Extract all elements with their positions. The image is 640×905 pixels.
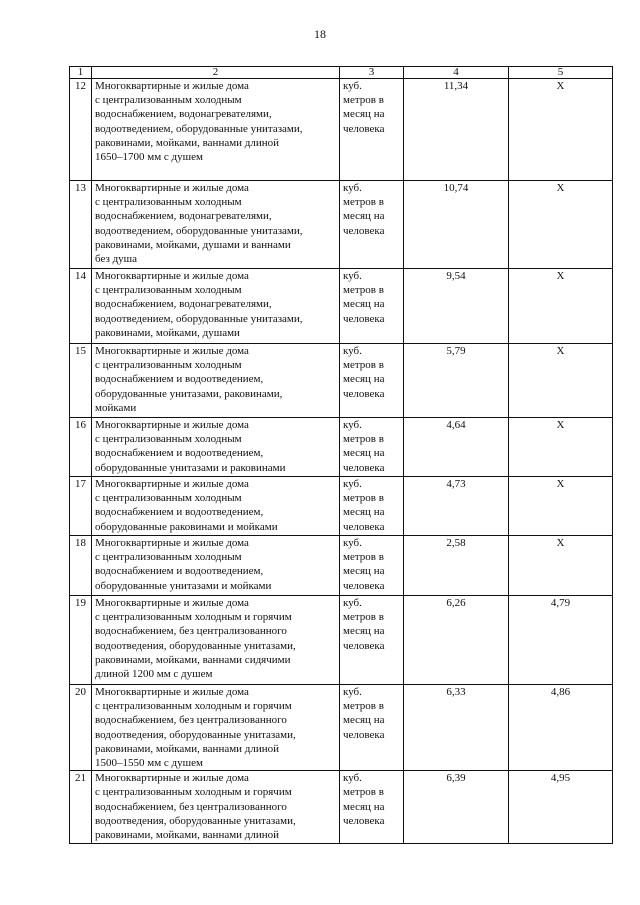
row-unit: куб. метров в месяц на человека xyxy=(340,536,404,596)
row-number: 19 xyxy=(70,596,92,685)
row-description: Многоквартирные и жилые дома с централизованным холодным водоснабжением и водоотведением, оборудованные унитазами и раковинами xyxy=(92,418,340,477)
column-header: 4 xyxy=(404,67,509,79)
table-row xyxy=(70,771,613,844)
row-value-col4: 9,54 xyxy=(404,269,509,344)
page-number: 18 xyxy=(314,27,326,41)
table-row xyxy=(70,269,613,344)
row-value-col5: X xyxy=(509,79,613,181)
row-value-col5: X xyxy=(509,344,613,418)
row-value-col4: 10,74 xyxy=(404,181,509,269)
table-row xyxy=(70,685,613,771)
row-unit: куб. метров в месяц на человека xyxy=(340,596,404,685)
column-header: 5 xyxy=(509,67,613,79)
row-value-col5: X xyxy=(509,181,613,269)
row-number: 21 xyxy=(70,771,92,844)
row-unit: куб. метров в месяц на человека xyxy=(340,269,404,344)
row-value-col4: 6,39 xyxy=(404,771,509,844)
row-value-col5: 4,86 xyxy=(509,685,613,771)
table-row xyxy=(70,477,613,536)
column-header: 1 xyxy=(70,67,92,79)
table-row xyxy=(70,536,613,596)
row-unit: куб. метров в месяц на человека xyxy=(340,418,404,477)
row-value-col5: X xyxy=(509,536,613,596)
row-value-col5: 4,95 xyxy=(509,771,613,844)
row-value-col4: 6,33 xyxy=(404,685,509,771)
row-number: 13 xyxy=(70,181,92,269)
table-row xyxy=(70,181,613,269)
column-header: 3 xyxy=(340,67,404,79)
row-number: 15 xyxy=(70,344,92,418)
row-description: Многоквартирные и жилые дома с централизованным холодным водоснабжением и водоотведением, оборудованные унитазами, раковинами, мойками xyxy=(92,344,340,418)
row-unit: куб. метров в месяц на человека xyxy=(340,344,404,418)
row-unit: куб. метров в месяц на человека xyxy=(340,181,404,269)
row-value-col4: 5,79 xyxy=(404,344,509,418)
row-number: 16 xyxy=(70,418,92,477)
row-description: Многоквартирные и жилые дома с централизованным холодным и горячим водоснабжением, без централизованного водоотведения, оборудованные унитазами, раковинами, мойками, ваннами длиной 1500–1550 мм с душем xyxy=(92,685,340,771)
table-row xyxy=(70,596,613,685)
row-unit: куб. метров в месяц на человека xyxy=(340,79,404,181)
row-unit: куб. метров в месяц на человека xyxy=(340,685,404,771)
row-description: Многоквартирные и жилые дома с централизованным холодным и горячим водоснабжением, без централизованного водоотведения, оборудованные унитазами, раковинами, мойками, ваннами длиной xyxy=(92,771,340,844)
row-value-col5: X xyxy=(509,477,613,536)
row-description: Многоквартирные и жилые дома с централизованным холодным водоснабжением, водонагревателями, водоотведением, оборудованные унитазами, раковинами, мойками, душами xyxy=(92,269,340,344)
column-header: 2 xyxy=(92,67,340,79)
row-value-col4: 4,73 xyxy=(404,477,509,536)
row-value-col4: 6,26 xyxy=(404,596,509,685)
row-value-col5: X xyxy=(509,418,613,477)
row-number: 20 xyxy=(70,685,92,771)
table-row xyxy=(70,79,613,181)
norms-table xyxy=(69,66,613,844)
row-description: Многоквартирные и жилые дома с централизованным холодным водоснабжением, водонагревателями, водоотведением, оборудованные унитазами, раковинами, мойками, ваннами длиной 1650–1700 мм с душем xyxy=(92,79,340,181)
row-value-col4: 11,34 xyxy=(404,79,509,181)
row-description: Многоквартирные и жилые дома с централизованным холодным водоснабжением и водоотведением, оборудованные раковинами и мойками xyxy=(92,477,340,536)
row-number: 17 xyxy=(70,477,92,536)
row-value-col5: X xyxy=(509,269,613,344)
row-unit: куб. метров в месяц на человека xyxy=(340,477,404,536)
row-description: Многоквартирные и жилые дома с централизованным холодным и горячим водоснабжением, без централизованного водоотведения, оборудованные унитазами, раковинами, мойками, ваннами сидячими длиной 1200 мм с душем xyxy=(92,596,340,685)
table-row xyxy=(70,418,613,477)
row-unit: куб. метров в месяц на человека xyxy=(340,771,404,844)
table-row xyxy=(70,344,613,418)
row-number: 12 xyxy=(70,79,92,181)
row-value-col5: 4,79 xyxy=(509,596,613,685)
row-description: Многоквартирные и жилые дома с централизованным холодным водоснабжением, водонагревателями, водоотведением, оборудованные унитазами, раковинами, мойками, душами и ваннами без душа xyxy=(92,181,340,269)
row-number: 14 xyxy=(70,269,92,344)
row-value-col4: 4,64 xyxy=(404,418,509,477)
header-row xyxy=(70,67,613,79)
row-value-col4: 2,58 xyxy=(404,536,509,596)
row-description: Многоквартирные и жилые дома с централизованным холодным водоснабжением и водоотведением, оборудованные унитазами и мойками xyxy=(92,536,340,596)
norms-table-body xyxy=(70,67,613,844)
row-number: 18 xyxy=(70,536,92,596)
